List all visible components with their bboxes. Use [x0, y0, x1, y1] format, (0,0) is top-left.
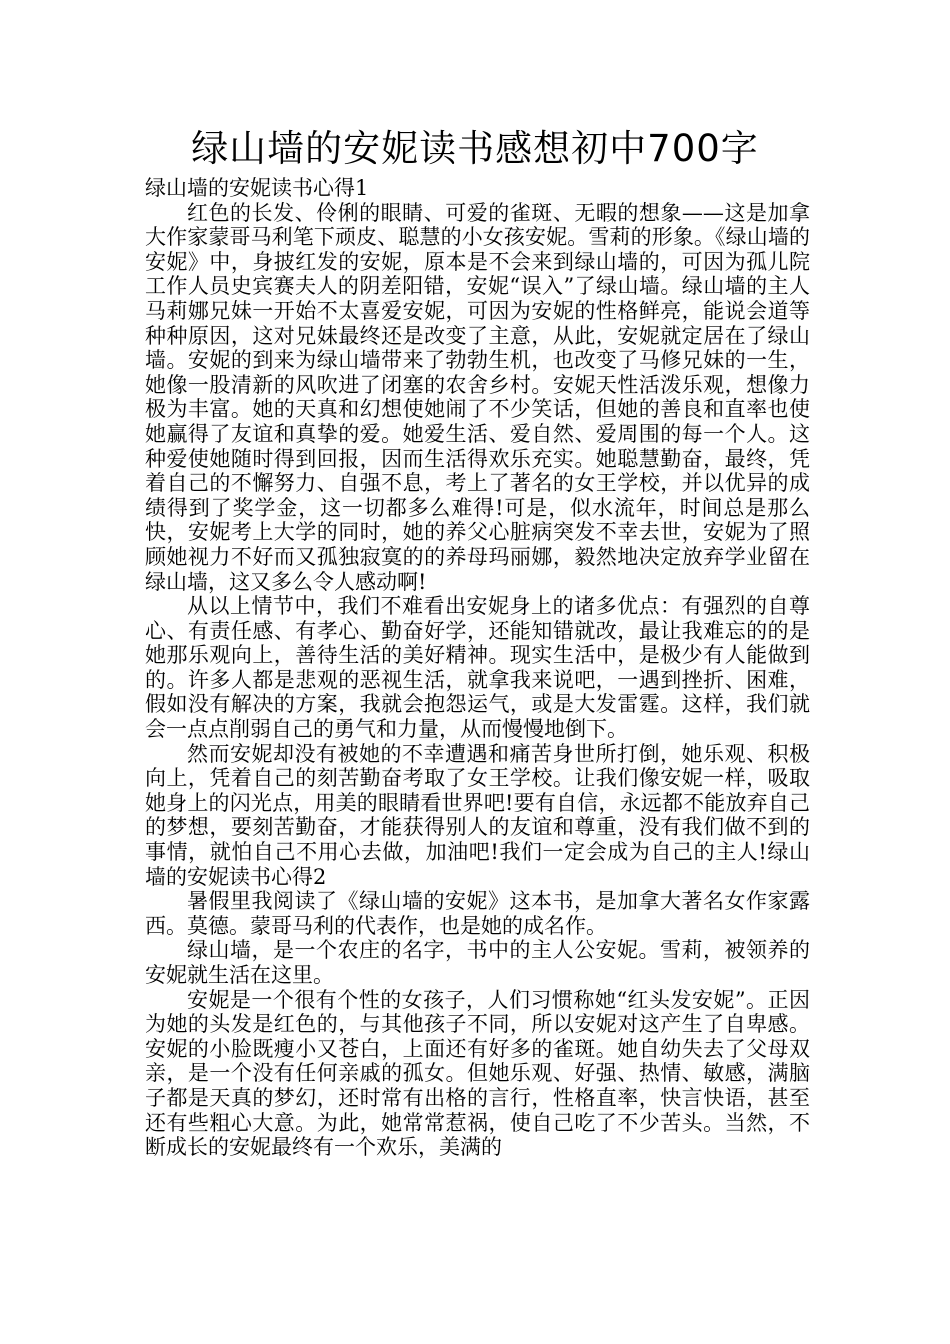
paragraph: 红色的长发、伶俐的眼睛、可爱的雀斑、无暇的想象——这是加拿大作家蒙哥马利笔下顽皮、聪慧的小女孩安妮。雪莉的形象。《绿山墙的安妮》中，身披红发的安妮，原本是不会来到绿山墙的，可因为孤儿院工作人员史宾赛夫人的阴差阳错，安妮“误入”了绿山墙。绿山墙的主人马莉娜兄妹一开始不太喜爱安妮，可因为安妮的性格鲜亮，能说会道等种种原因，这对兄妹最终还是改变了主意，从此，安妮就定居在了绿山墙。安妮的到来为绿山墙带来了勃勃生机，也改变了马修兄妹的一生，她像一股清新的风吹进了闭塞的农舍乡村。安妮天性活泼乐观，想像力极为丰富。她的天真和幻想使她闹了不少笑话，但她的善良和直率也使她赢得了友谊和真挚的爱。她爱生活、爱自然、爱周围的每一个人。这种爱使她随时得到回报，因而生活得欢乐充实。她聪慧勤奋，最终，凭着自己的不懈努力、自强不息，考上了著名的女王学校，并以优异的成绩得到了奖学金，这一切都多么难得!可是，似水流年，时间总是那么快，安妮考上大学的同时，她的养父心脏病突发不幸去世，安妮为了照顾她视力不好而又孤独寂寞的的养母玛丽娜，毅然地决定放弃学业留在绿山墙，这又多么令人感动啊! [145, 200, 810, 594]
paragraph: 从以上情节中，我们不难看出安妮身上的诸多优点：有强烈的自尊心、有责任感、有孝心、勤奋好学，还能知错就改，最让我难忘的的是她那乐观向上，善待生活的美好精神。现实生活中，是极少有人能做到的。许多人都是悲观的恶视生活，就拿我来说吧，一遇到挫折、困难，假如没有解决的方案，我就会抱怨运气，或是大发雷霆。这样，我们就会一点点削弱自己的勇气和力量，从而慢慢地倒下。 [145, 594, 810, 742]
paragraph: 绿山墙，是一个农庄的名字，书中的主人公安妮。雪莉，被领养的安妮就生活在这里。 [145, 938, 810, 987]
paragraph: 暑假里我阅读了《绿山墙的安妮》这本书，是加拿大著名女作家露西。莫德。蒙哥马利的代表作，也是她的成名作。 [145, 889, 810, 938]
paragraph: 然而安妮却没有被她的不幸遭遇和痛苦身世所打倒，她乐观、积极向上，凭着自己的刻苦勤奋考取了女王学校。让我们像安妮一样，吸取她身上的闪光点，用美的眼睛看世界吧!要有自信，永远都不能放弃自己的梦想，要刻苦勤奋，才能获得别人的友谊和尊重，没有我们做不到的事情，就怕自己不用心去做，加油吧!我们一定会成为自己的主人!绿山墙的安妮读书心得2 [145, 741, 810, 889]
document-body [145, 176, 810, 1160]
section-heading: 绿山墙的安妮读书心得1 [145, 176, 369, 200]
document-title: 绿山墙的安妮读书感想初中700字 [191, 127, 759, 170]
paragraph: 安妮是一个很有个性的女孩子，人们习惯称她“红头发安妮”。正因为她的头发是红色的，与其他孩子不同，所以安妮对这产生了自卑感。安妮的小脸既瘦小又苍白，上面还有好多的雀斑。她自幼失去了父母双亲，是一个没有任何亲戚的孤女。但她乐观、好强、热情、敏感，满脑子都是天真的梦幻，还时常有出格的言行，性格直率，快言快语，甚至还有些粗心大意。为此，她常常惹祸，使自己吃了不少苦头。当然，不断成长的安妮最终有一个欢乐，美满的 [145, 987, 810, 1160]
